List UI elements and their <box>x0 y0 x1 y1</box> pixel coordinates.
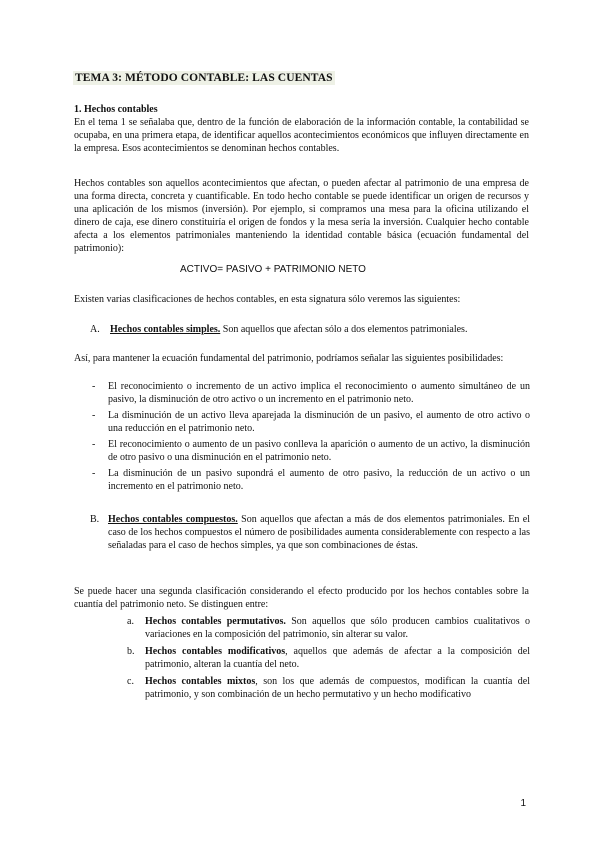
list-item: El reconocimiento o aumento de un pasivo conlleva la aparición o aumento de un activo, la disminución de otro pasivo o una disminución en el patrimonio neto. <box>108 439 530 463</box>
item-b <box>108 513 530 552</box>
sub-item-a-marker: a. <box>127 616 134 627</box>
item-a-marker: A. <box>90 324 100 335</box>
sub-item-b-text: , aquellos que además de afectar a la composición del patrimonio, alteran la cuantía del neto. <box>145 646 530 670</box>
item-a-term: Hechos contables simples. <box>110 324 221 335</box>
sub-item-c-term: Hechos contables mixtos <box>145 676 256 687</box>
sub-item-b <box>145 645 530 671</box>
paragraph-5: Se puede hacer una segunda clasificación considerando el efecto producido por los hechos contables sobre la cuantía del patrimonio neto. Se distinguen entre: <box>74 586 529 610</box>
list-item: La disminución de un pasivo supondrá el aumento de otro pasivo, la reducción de un activo o un incremento en el patrimonio neto. <box>108 468 530 492</box>
sub-item-c-marker: c. <box>127 676 134 687</box>
item-a <box>110 323 530 336</box>
item-b-term: Hechos contables compuestos. <box>108 514 238 525</box>
sub-item-b-term: Hechos contables modificativos <box>145 646 286 657</box>
bullet-marker: - <box>92 410 96 421</box>
item-b-text: Son aquellos que afectan a más de dos elementos patrimoniales. En el caso de los hechos compuestos el número de posibilidades aumenta considerablemente con respecto a las señaladas para el caso de hechos simples, ya que son combinaciones de éstas. <box>108 514 530 551</box>
item-b-marker: B. <box>90 514 100 525</box>
item-a-text: Son aquellos que afectan sólo a dos elementos patrimoniales. <box>220 324 468 335</box>
list-item: El reconocimiento o incremento de un activo implica el reconocimiento o aumento simultáneo de un pasivo, la disminución de otro activo o un incremento en el patrimonio neto. <box>108 381 530 405</box>
paragraph-2: Hechos contables son aquellos acontecimientos que afectan, o pueden afectar al patrimonio de una empresa de una forma directa, concreta y cuantificable. En todo hecho contable se puede identificar un origen de recursos y una aplicación de los mismos (inversión). Por ejemplo, si compramos una mesa para la oficina utilizando el dinero de caja, ese dinero constituiría el origen de fondos y la mesa sería la inversión. Cualquier hecho contable afecta a los elementos patrimoniales manteniendo la identidad contable básica (ecuación fundamental del patrimonio): <box>74 178 529 254</box>
sub-item-c <box>145 675 530 701</box>
sub-item-b-marker: b. <box>127 646 135 657</box>
bullet-marker: - <box>92 439 96 450</box>
list-item: La disminución de un activo lleva aparejada la disminución de un pasivo, el aumento de otro activo o una reducción en el patrimonio neto. <box>108 410 530 434</box>
sub-item-a <box>145 615 530 641</box>
page-title: TEMA 3: MÉTODO CONTABLE: LAS CUENTAS <box>75 72 333 84</box>
bullet-marker: - <box>92 381 96 392</box>
paragraph-1: En el tema 1 se señalaba que, dentro de la función de elaboración de la información contable, la contabilidad se ocupaba, en una primera etapa, de identificar aquellos acontecimientos económicos que influyen directamente en la empresa. Esos acontecimientos se denominan hechos contables. <box>74 117 529 154</box>
paragraph-4: Así, para mantener la ecuación fundamental del patrimonio, podríamos señalar las siguientes posibilidades: <box>74 353 504 364</box>
sub-item-c-text: , son los que además de compuestos, modifican la cuantía del patrimonio, y son combinación de un hecho permutativo y un hecho modificativo <box>145 676 530 700</box>
equation: ACTIVO= PASIVO + PATRIMONIO NETO <box>180 264 366 275</box>
paragraph-3: Existen varias clasificaciones de hechos contables, en esta signatura sólo veremos las siguientes: <box>74 294 461 305</box>
bullet-marker: - <box>92 468 96 479</box>
page-number: 1 <box>520 798 526 809</box>
sub-item-a-text: Son aquellos que sólo producen cambios cualitativos o variaciones en la composición del patrimonio, sin alterar su valor. <box>145 616 530 640</box>
sub-item-a-term: Hechos contables permutativos. <box>145 616 286 627</box>
section-heading: 1. Hechos contables <box>74 104 158 115</box>
